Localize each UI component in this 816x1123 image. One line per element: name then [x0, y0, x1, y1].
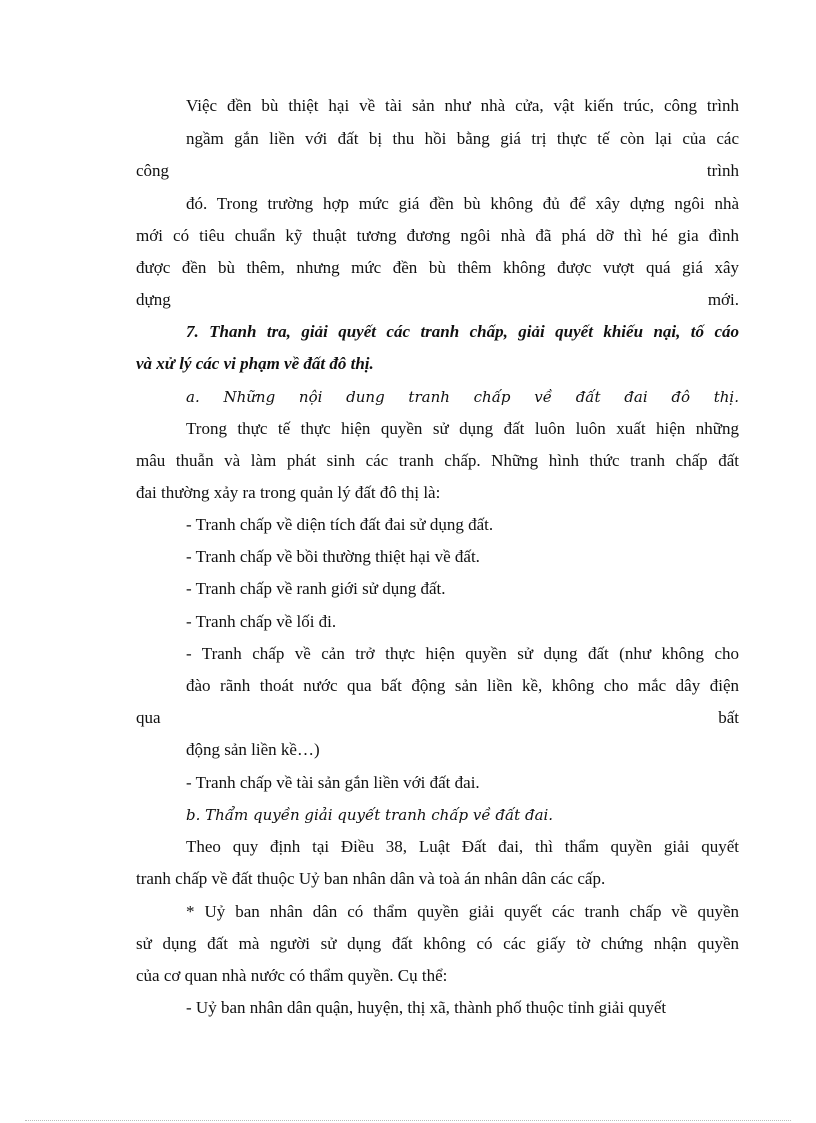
list-item: - Tranh chấp về diện tích đất đai sử dụng đất. [186, 515, 494, 534]
list-item: - Tranh chấp về lối đi. [186, 612, 337, 631]
body-line: * Uỷ ban nhân dân có thẩm quyền giải quyết các tranh chấp về quyền [186, 902, 739, 921]
body-line: đai thường xảy ra trong quản lý đất đô thị là: [136, 483, 441, 502]
body-line: - Uỷ ban nhân dân quận, huyện, thị xã, thành phố thuộc tỉnh giải quyết [186, 998, 667, 1017]
body-line: ngầm gắn liền với đất bị thu hồi bằng giá trị thực tế còn lại của các [186, 129, 739, 148]
body-line: Việc đền bù thiệt hại về tài sản như nhà cửa, vật kiến trúc, công trình [186, 96, 739, 115]
body-line: tranh chấp về đất thuộc Uỷ ban nhân dân và toà án nhân dân các cấp. [136, 869, 606, 888]
split-right: mới. [707, 290, 739, 309]
body-line: mới có tiêu chuẩn kỹ thuật tương đương ngôi nhà đã phá dỡ thì hé gia đình [136, 226, 739, 245]
split-line [136, 707, 739, 729]
split-line [136, 289, 739, 311]
page-divider [25, 1120, 791, 1121]
section-heading-cont: và xử lý các vi phạm về đất đô thị. [136, 354, 374, 373]
split-line [136, 160, 739, 182]
body-line: Trong thực tế thực hiện quyền sử dụng đất luôn luôn xuất hiện những [186, 419, 739, 438]
body-line: đó. Trong trường hợp mức giá đền bù không đủ để xây dựng ngôi nhà [186, 194, 739, 213]
list-item: động sản liền kề…) [186, 740, 320, 759]
list-item: đào rãnh thoát nước qua bất động sản liền kề, không cho mắc dây điện [186, 676, 739, 695]
list-item: - Tranh chấp về tài sản gắn liền với đất đai. [186, 773, 480, 792]
list-item: - Tranh chấp về ranh giới sử dụng đất. [186, 579, 446, 598]
subheading-b: b. Thẩm quyền giải quyết tranh chấp về đất đai. [186, 806, 554, 824]
split-left: công [136, 161, 170, 180]
body-line: sử dụng đất mà người sử dụng đất không có các giấy tờ chứng nhận quyền [136, 934, 739, 953]
body-line: Theo quy định tại Điều 38, Luật Đất đai, thì thẩm quyền giải quyết [186, 837, 739, 856]
split-left: dựng [136, 290, 171, 309]
subheading-a: a. Những nội dung tranh chấp về đất đai đô thị. [186, 388, 739, 406]
split-right: bất [718, 708, 739, 727]
split-left: qua [136, 708, 161, 727]
body-line: mâu thuẫn và làm phát sinh các tranh chấp. Những hình thức tranh chấp đất [136, 451, 739, 470]
list-item: - Tranh chấp về bồi thường thiệt hại về đất. [186, 547, 480, 566]
section-heading: 7. Thanh tra, giải quyết các tranh chấp, giải quyết khiếu nại, tố cáo [186, 322, 739, 341]
body-line: của cơ quan nhà nước có thẩm quyền. Cụ thể: [136, 966, 448, 985]
body-line: được đền bù thêm, nhưng mức đền bù thêm không được vượt quá giá xây [136, 258, 739, 277]
split-right: trình [706, 161, 739, 180]
list-item: - Tranh chấp về cản trở thực hiện quyền sử dụng đất (như không cho [186, 644, 739, 663]
